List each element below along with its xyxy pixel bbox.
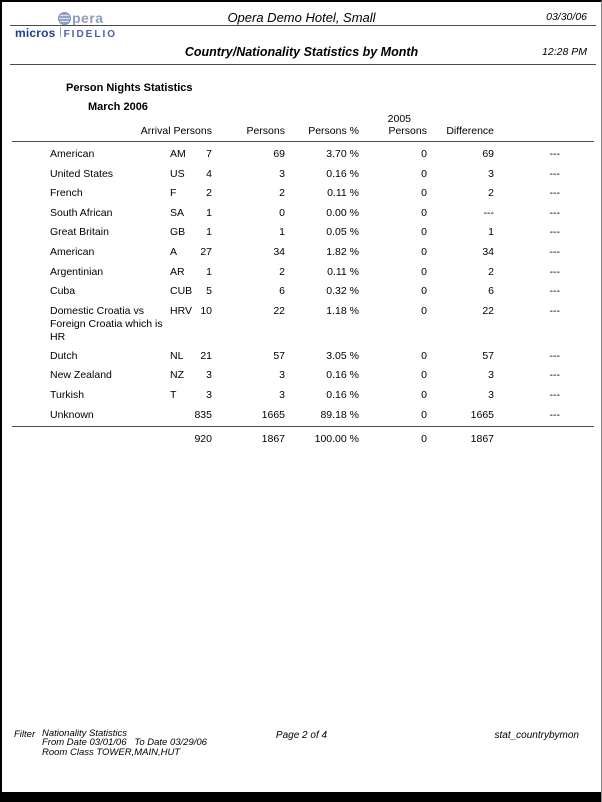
cell-difference: 69 [482,148,494,160]
cell-2005-persons: 0 [421,408,427,421]
table-row [12,181,594,201]
cell-2005-persons: 0 [421,388,427,401]
cell-nationality-code: US [170,167,185,180]
cell-difference: 3 [488,388,494,401]
cell-nationality-code: A [170,245,178,258]
totals-persons: 1867 [261,433,285,446]
cell-arrival-persons: 1 [206,206,212,219]
cell-persons-pct: 1.82 % [326,245,359,258]
cell-difference: 3 [488,167,494,180]
cell-nationality-code: HRV [170,304,192,317]
cell-2005-persons: 0 [421,148,427,160]
cell-2005-persons: 0 [421,369,427,382]
cell-arrival-persons: 3 [206,369,212,382]
col-header-persons: Persons [246,125,285,137]
col-header-2005-persons-label: Persons [388,125,427,137]
table-row [12,240,594,260]
cell-persons-pct: 0.11 % [327,187,359,200]
table-row [12,344,594,364]
table-row [12,162,594,182]
cell-last: --- [549,285,560,298]
cell-persons: 3 [279,388,285,401]
cell-nationality-name: New Zealand [50,369,112,382]
cell-2005-persons: 0 [421,285,427,298]
totals-row [12,426,594,446]
cell-2005-persons: 0 [421,206,427,219]
cell-nationality-name: Argentinian [50,265,104,278]
bottom-bar [2,792,601,802]
cell-persons: 69 [273,148,285,160]
cell-last: --- [549,148,560,160]
cell-arrival-persons: 4 [206,167,212,180]
cell-2005-persons: 0 [421,187,427,200]
cell-nationality-name: United States [50,167,114,180]
section-title: Person Nights Statistics [66,82,193,94]
cell-persons: 1 [279,226,285,239]
cell-persons-pct: 3.05 % [326,349,359,362]
micros-fidelio-logo [15,26,117,40]
cell-nationality-code: SA [170,206,185,219]
totals-2005-persons: 0 [421,433,427,446]
cell-2005-persons: 0 [421,245,427,258]
cell-2005-persons: 0 [421,304,427,317]
footer-report-code: stat_countrybymon [494,730,579,741]
cell-last: --- [549,167,560,180]
cell-persons-pct: 3.70 % [326,148,359,160]
cell-last: --- [549,369,560,382]
cell-nationality-name: American [50,245,95,258]
cell-persons-pct: 0.16 % [326,369,359,382]
section-month: March 2006 [88,101,148,113]
cell-difference: 2 [488,187,494,200]
cell-arrival-persons: 21 [200,349,212,362]
cell-2005-persons: 0 [421,226,427,239]
cell-nationality-name: Great Britain [50,226,109,239]
cell-persons: 6 [279,285,285,298]
cell-last: --- [549,265,560,278]
logo-divider [60,27,61,37]
cell-nationality-code: CUB [170,285,193,298]
cell-difference: 22 [482,304,494,317]
cell-nationality-code: AR [170,265,185,278]
footer-filter-label: Filter [14,729,36,740]
cell-difference: 1665 [470,408,494,421]
footer-filter-line-3: Room Class TOWER,MAIN,HUT [42,746,181,758]
hotel-name: Opera Demo Hotel, Small [227,10,376,25]
table-row [12,201,594,221]
totals-arrival-persons: 920 [194,433,212,446]
cell-persons-pct: 0.05 % [326,226,359,239]
cell-persons-pct: 0.00 % [326,206,359,219]
cell-last: --- [549,408,560,421]
col-header-persons-pct: Persons % [308,125,359,137]
cell-difference: 2 [488,265,494,278]
table-header-row [12,108,594,142]
cell-arrival-persons: 2 [206,187,212,200]
totals-difference: 1867 [470,433,494,446]
cell-last: --- [549,187,560,200]
cell-arrival-persons: 27 [200,245,212,258]
header-rule-top [10,25,596,26]
cell-2005-persons: 0 [421,167,427,180]
cell-persons-pct: 0.16 % [326,167,359,180]
report-title: Country/Nationality Statistics by Month [184,45,419,59]
cell-last: --- [549,206,560,219]
cell-difference: 1 [488,226,494,239]
cell-2005-persons: 0 [421,349,427,362]
cell-persons-pct: 0.16 % [326,388,359,401]
report-date: 03/30/06 [546,11,587,23]
cell-persons-pct: 1.18 % [326,304,359,317]
table-row [12,260,594,280]
cell-arrival-persons: 1 [206,265,212,278]
opera-logo-text: pera [72,10,104,26]
cell-arrival-persons: 5 [206,285,212,298]
cell-difference: 6 [488,285,494,298]
cell-persons: 2 [279,187,285,200]
col-header-difference: Difference [446,125,494,137]
cell-nationality-code: NZ [170,369,184,382]
footer-filter-line-1: Nationality Statistics [42,728,128,739]
cell-nationality-code: GB [170,226,186,239]
table-row [12,220,594,240]
cell-nationality-code: F [170,187,177,200]
cell-arrival-persons: 7 [206,148,212,160]
cell-nationality-name: Turkish [50,388,85,401]
col-header-arrival-persons: Arrival Persons [140,125,212,137]
cell-persons-pct: 0.11 % [327,265,359,278]
cell-nationality-name: Domestic Croatia vs Foreign Croatia which is HR [50,304,163,343]
cell-last: --- [549,349,560,362]
totals-persons-pct: 100.00 % [314,433,359,446]
cell-persons: 0 [279,206,285,219]
cell-persons: 34 [273,245,285,258]
cell-persons: 57 [273,349,285,362]
cell-difference: 3 [488,369,494,382]
cell-persons: 3 [279,167,285,180]
cell-persons-pct: 89.18 % [320,408,359,421]
cell-2005-persons: 0 [421,265,427,278]
cell-nationality-name: Cuba [50,285,76,298]
cell-last: --- [549,245,560,258]
cell-nationality-code: NL [170,349,184,362]
table-row [12,363,594,383]
cell-arrival-persons: 10 [200,304,212,317]
table-row [12,279,594,299]
cell-nationality-name: Unknown [50,408,94,421]
cell-nationality-name: South African [50,206,113,219]
table-body [12,142,594,422]
footer-page-info: Page 2 of 4 [275,730,328,741]
cell-arrival-persons: 835 [194,408,212,421]
table-row [12,383,594,403]
report-time: 12:28 PM [542,46,587,58]
footer-filter-line-2: From Date 03/01/06 To Date 03/29/06 [42,737,207,749]
cell-arrival-persons: 3 [206,388,212,401]
cell-difference: --- [483,206,494,219]
cell-last: --- [549,388,560,401]
micros-logo-text: micros [15,26,56,40]
cell-arrival-persons: 1 [206,226,212,239]
cell-persons: 3 [279,369,285,382]
header-rule-bottom [10,64,596,65]
table-row [12,403,594,423]
cell-persons-pct: 0.32 % [326,285,359,298]
table-row [12,299,594,344]
cell-nationality-name: Dutch [50,349,78,362]
cell-difference: 57 [482,349,494,362]
table-row [12,142,594,162]
cell-persons: 2 [279,265,285,278]
cell-nationality-name: French [50,187,83,200]
stats-table [12,108,594,446]
fidelio-logo-text: FIDELIO [63,29,118,40]
cell-last: --- [549,226,560,239]
cell-last: --- [549,304,560,317]
col-header-2005: 2005 [387,113,411,125]
cell-nationality-code: T [170,388,177,401]
col-header-2005-persons [359,113,427,137]
cell-nationality-name: American [50,148,95,160]
cell-nationality-code: AM [170,148,186,160]
cell-persons: 1665 [261,408,285,421]
cell-difference: 34 [482,245,494,258]
cell-persons: 22 [273,304,285,317]
